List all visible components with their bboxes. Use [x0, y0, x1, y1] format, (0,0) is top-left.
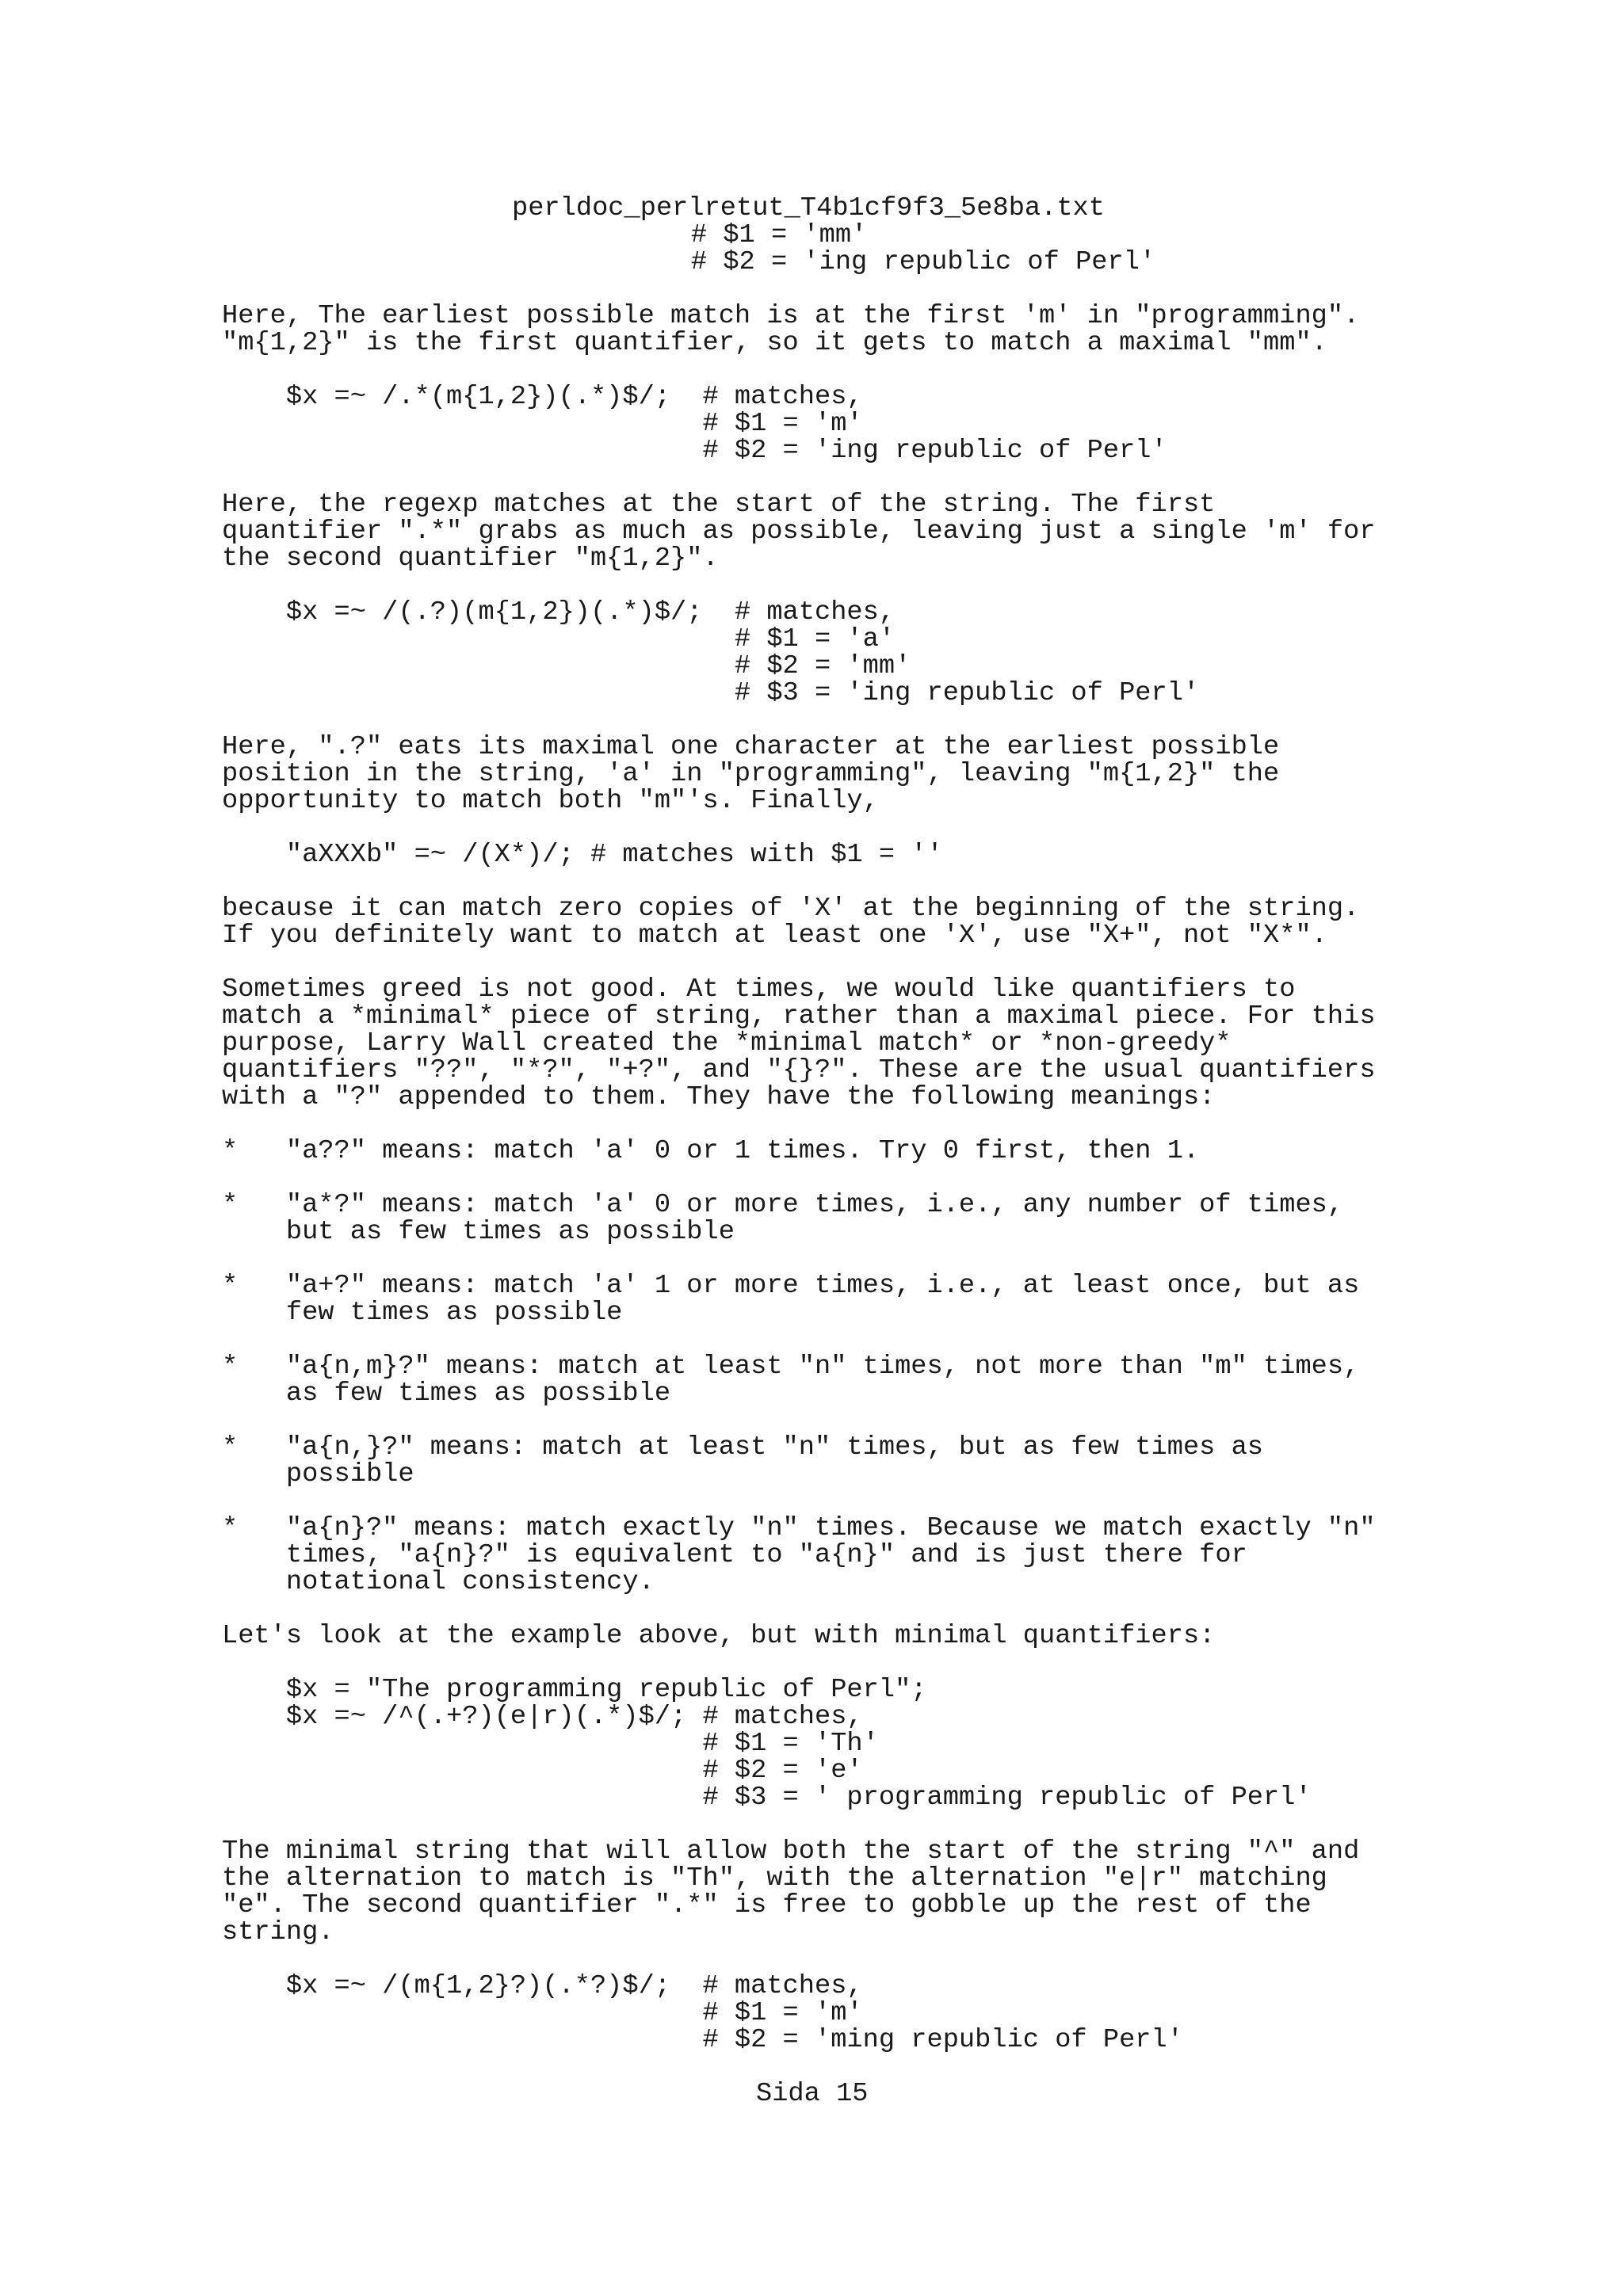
code-line: $x = "The programming republic of Perl";: [222, 1675, 927, 1705]
paragraph-line: Here, ".?" eats its maximal one character at the earliest possible: [222, 732, 1280, 762]
code-line: # $3 = 'ing republic of Perl': [222, 678, 1200, 708]
code-line: "aXXXb" =~ /(X*)/; # matches with $1 = '': [222, 840, 943, 870]
paragraph-line: the second quantifier "m{1,2}".: [222, 543, 719, 574]
code-comment-line: # $2 = 'ing republic of Perl': [403, 247, 1156, 277]
bullet-item-line: * "a*?" means: match 'a' 0 or more times, i.e., any number of times,: [222, 1190, 1344, 1220]
code-line: # $1 = 'a': [222, 624, 896, 654]
paragraph-line: string.: [222, 1917, 334, 1947]
bullet-item-line: * "a??" means: match 'a' 0 or 1 times. Try 0 first, then 1.: [222, 1136, 1200, 1166]
bullet-item-line: times, "a{n}?" is equivalent to "a{n}" and is just there for: [222, 1540, 1247, 1570]
paragraph-line: with a "?" appended to them. They have the following meanings:: [222, 1082, 1216, 1112]
paragraph-line: quantifiers "??", "*?", "+?", and "{}?". These are the usual quantifiers: [222, 1055, 1376, 1085]
code-line: $x =~ /(.?)(m{1,2})(.*)$/; # matches,: [222, 597, 896, 627]
code-line: # $2 = 'ing republic of Perl': [222, 436, 1167, 466]
paragraph-line: opportunity to match both "m"'s. Finally,: [222, 786, 879, 816]
page-number: Sida 15: [756, 2079, 869, 2109]
paragraph-line: "m{1,2}" is the first quantifier, so it gets to match a maximal "mm".: [222, 328, 1327, 358]
code-comment-line: # $1 = 'mm': [403, 220, 868, 250]
paragraph-line: Sometimes greed is not good. At times, we would like quantifiers to: [222, 974, 1296, 1005]
code-line: $x =~ /(m{1,2}?)(.*?)$/; # matches,: [222, 1971, 863, 2001]
bullet-item-line: few times as possible: [222, 1298, 623, 1328]
code-line: $x =~ /.*(m{1,2})(.*)$/; # matches,: [222, 382, 863, 412]
paragraph-line: position in the string, 'a' in "programming", leaving "m{1,2}" the: [222, 759, 1280, 789]
paragraph-line: Let's look at the example above, but with minimal quantifiers:: [222, 1621, 1216, 1651]
code-line: # $1 = 'Th': [222, 1729, 879, 1759]
bullet-item-line: * "a+?" means: match 'a' 1 or more times, i.e., at least once, but as: [222, 1271, 1360, 1301]
code-line: # $1 = 'm': [222, 409, 863, 439]
paragraph-line: Here, the regexp matches at the start of the string. The first: [222, 490, 1216, 520]
bullet-item-line: * "a{n,}?" means: match at least "n" times, but as few times as: [222, 1432, 1264, 1463]
code-line: # $2 = 'ming republic of Perl': [222, 2025, 1183, 2055]
code-line: # $1 = 'm': [222, 1998, 863, 2028]
bullet-item-line: * "a{n,m}?" means: match at least "n" times, not more than "m" times,: [222, 1352, 1360, 1382]
bullet-item-line: but as few times as possible: [222, 1217, 735, 1247]
page-header-filename: perldoc_perlretut_T4b1cf9f3_5e8ba.txt: [512, 193, 1105, 223]
paragraph-line: the alternation to match is "Th", with the alternation "e|r" matching: [222, 1863, 1327, 1894]
bullet-item-line: * "a{n}?" means: match exactly "n" times. Because we match exactly "n": [222, 1513, 1376, 1543]
paragraph-line: If you definitely want to match at least one 'X', use "X+", not "X*".: [222, 921, 1327, 951]
paragraph-line: match a *minimal* piece of string, rather than a maximal piece. For this: [222, 1001, 1376, 1032]
paragraph-line: because it can match zero copies of 'X' at the beginning of the string.: [222, 894, 1360, 924]
code-line: # $3 = ' programming republic of Perl': [222, 1783, 1312, 1813]
code-line: $x =~ /^(.+?)(e|r)(.*)$/; # matches,: [222, 1702, 863, 1732]
paragraph-line: purpose, Larry Wall created the *minimal match* or *non-greedy*: [222, 1028, 1232, 1058]
paragraph-line: Here, The earliest possible match is at the first 'm' in "programming".: [222, 301, 1360, 331]
code-line: # $2 = 'mm': [222, 651, 911, 681]
paragraph-line: quantifier ".*" grabs as much as possible, leaving just a single 'm' for: [222, 517, 1376, 547]
bullet-item-line: possible: [222, 1459, 414, 1489]
paragraph-line: The minimal string that will allow both the start of the string "^" and: [222, 1836, 1360, 1867]
code-line: # $2 = 'e': [222, 1756, 863, 1786]
bullet-item-line: notational consistency.: [222, 1567, 655, 1597]
bullet-item-line: as few times as possible: [222, 1379, 671, 1409]
paragraph-line: "e". The second quantifier ".*" is free to gobble up the rest of the: [222, 1890, 1312, 1920]
